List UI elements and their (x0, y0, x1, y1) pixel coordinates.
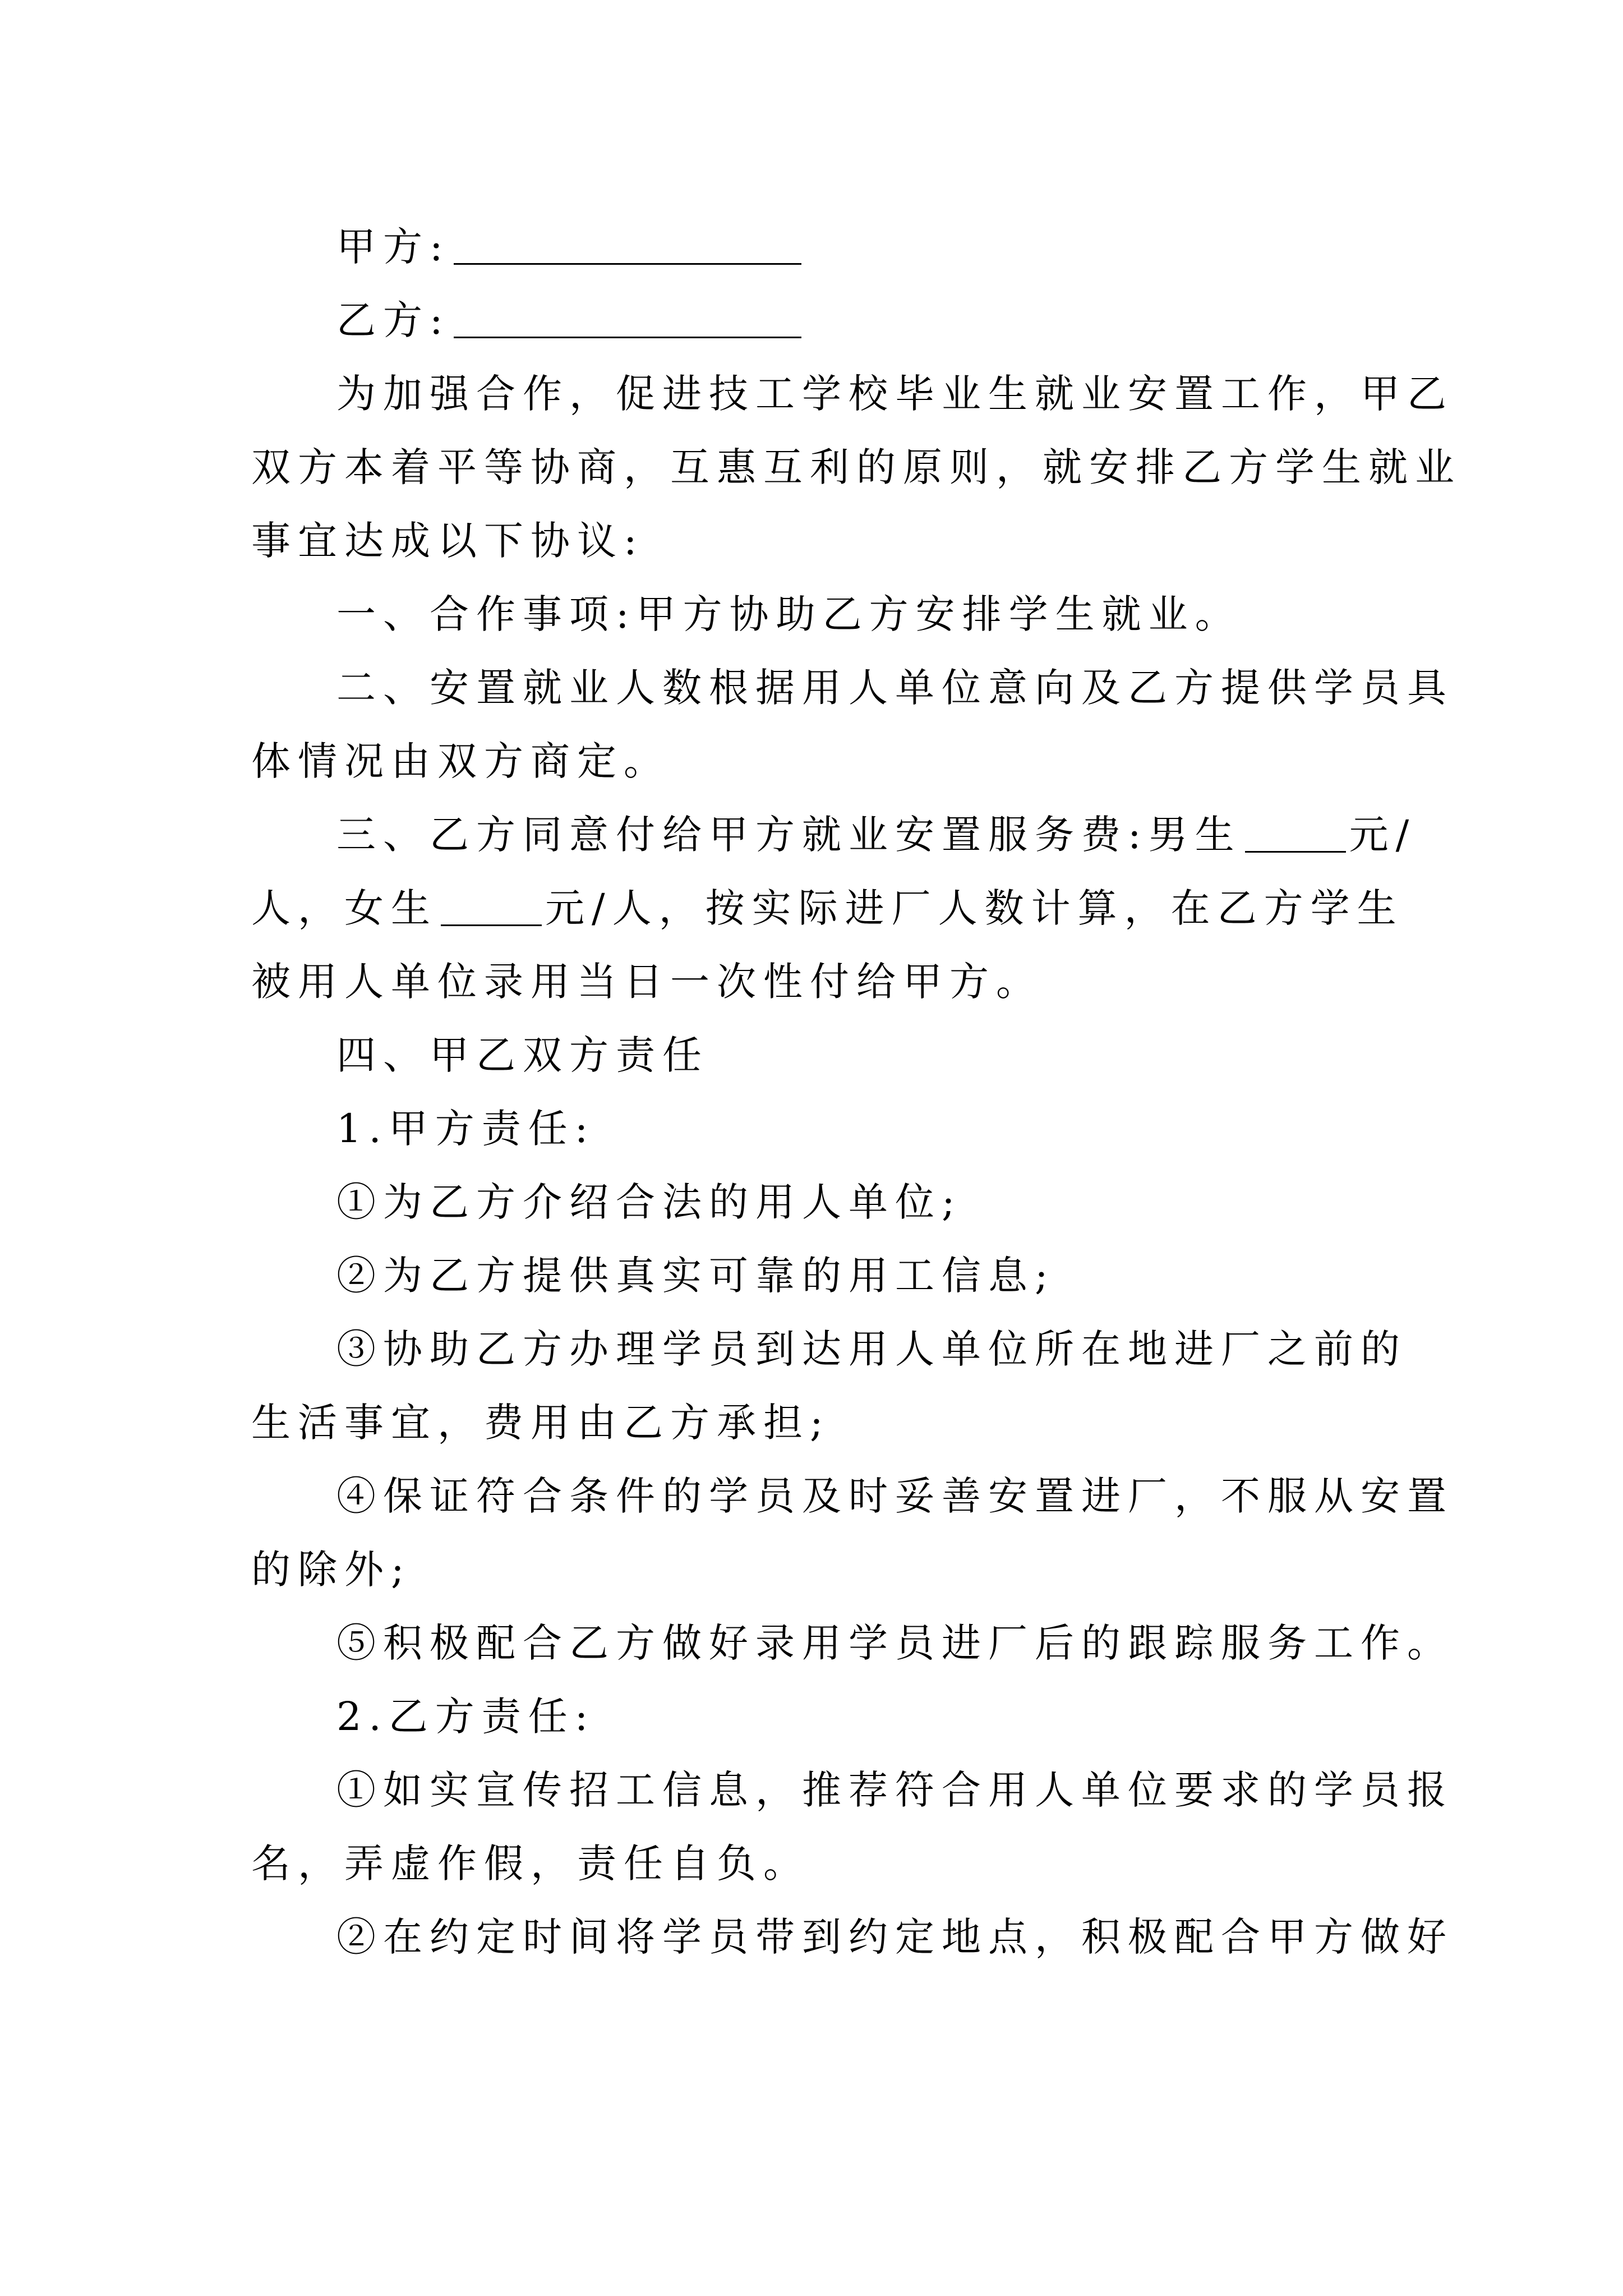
party-a-blank (454, 263, 801, 265)
clause3-line-1 (336, 795, 1514, 874)
preamble-line-1: 为加强合作，促进技工学校毕业生就业安置工作，甲乙 (336, 371, 1454, 417)
party-b-blank (454, 337, 801, 338)
party-a-duty-1: ①为乙方介绍合法的用人单位; (336, 1179, 962, 1225)
party-a-duty-5: ⑤积极配合乙方做好录用学员进厂后的跟踪服务工作。 (336, 1620, 1454, 1666)
party-a-duty-3-line-2: 生活事宜，费用由乙方承担; (251, 1400, 831, 1446)
party-a-duty-4-line-1: ④保证符合条件的学员及时妥善安置进厂，不服从安置 (336, 1473, 1454, 1519)
party-b-duty-1-line-2: 名，弄虚作假，责任自负。 (251, 1841, 810, 1887)
clause3-fee-text: 三、乙方同意付给甲方就业安置服务费:男生 (336, 812, 1242, 858)
party-a-duty-3-line-1: ③协助乙方办理学员到达用人单位所在地进厂之前的 (336, 1326, 1407, 1372)
clause2-line-2: 体情况由双方商定。 (251, 738, 670, 784)
party-a-duty-4-line-2: 的除外; (251, 1547, 412, 1593)
clause3-line-2 (251, 869, 1429, 947)
male-fee-blank (1245, 851, 1346, 853)
clause4-title: 四、甲乙双方责任 (336, 1032, 709, 1078)
party-b-label: 乙方: (336, 297, 450, 343)
party-a-line (336, 208, 1514, 286)
clause3-line-3: 被用人单位录用当日一次性付给甲方。 (251, 959, 1043, 1005)
party-a-label: 甲方: (336, 224, 450, 270)
party-a-duties-title: 1.甲方责任: (336, 1106, 596, 1152)
clause3-female-text: 人，女生 (251, 885, 437, 931)
clause3-count-text: 元/人，按实际进厂人数计算，在乙方学生 (545, 885, 1404, 931)
party-b-duties-title: 2.乙方责任: (336, 1694, 596, 1740)
clause3-unit-text: 元/ (1349, 812, 1417, 858)
party-b-duty-2-line-1: ②在约定时间将学员带到约定地点，积极配合甲方做好 (336, 1914, 1454, 1960)
preamble-line-3: 事宜达成以下协议: (251, 518, 644, 564)
party-a-duty-2: ②为乙方提供真实可靠的用工信息; (336, 1253, 1055, 1299)
party-b-line (336, 281, 1514, 360)
female-fee-blank (441, 924, 542, 926)
preamble-line-2: 双方本着平等协商，互惠互利的原则，就安排乙方学生就业 (251, 444, 1461, 490)
clause2-line-1: 二、安置就业人数根据用人单位意向及乙方提供学员具 (336, 665, 1454, 711)
party-b-duty-1-line-1: ①如实宣传招工信息，推荐符合用人单位要求的学员报 (336, 1767, 1454, 1813)
clause1-line-1: 一、合作事项:甲方协助乙方安排学生就业。 (336, 591, 1242, 637)
